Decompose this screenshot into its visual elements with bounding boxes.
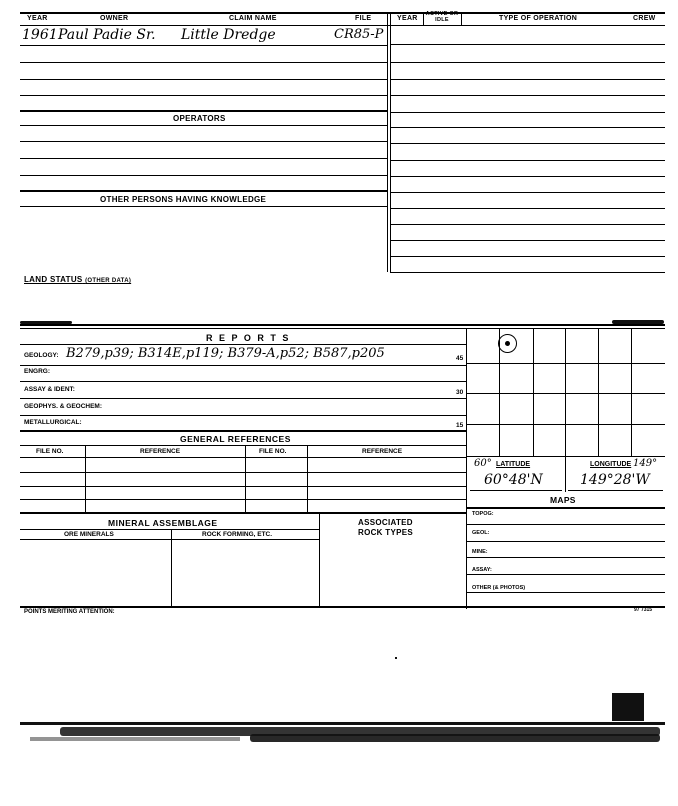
divider xyxy=(387,12,388,272)
row-rule xyxy=(466,541,665,542)
row-rule xyxy=(390,208,665,209)
maps-other: OTHER (& PHOTOS) xyxy=(472,585,526,591)
geophys-label: GEOPHYS. & GEOCHEM: xyxy=(24,403,103,410)
col-file-no-2: FILE NO. xyxy=(259,448,287,455)
divider xyxy=(85,445,86,512)
maps-title: MAPS xyxy=(550,495,576,505)
divider xyxy=(319,512,320,608)
row-rule xyxy=(20,606,665,608)
land-status-sub: (OTHER DATA) xyxy=(85,278,132,284)
row-rule xyxy=(20,486,467,487)
row-rule xyxy=(20,45,387,46)
row-rule xyxy=(390,127,665,128)
reports-title: R E P O R T S xyxy=(206,333,291,343)
row-rule xyxy=(466,592,665,593)
row-rule xyxy=(20,365,467,366)
divider xyxy=(461,12,462,26)
row-rule xyxy=(20,79,387,80)
scan-block xyxy=(612,693,644,721)
scan-dot xyxy=(395,657,397,659)
row-rule xyxy=(390,79,665,80)
num-45: 45 xyxy=(456,355,464,362)
scan-smear xyxy=(250,734,660,742)
row-rule xyxy=(20,381,467,382)
header-crew: CREW xyxy=(633,15,656,22)
latitude-value: 60°48'N xyxy=(484,472,543,488)
maps-assay: ASSAY: xyxy=(472,567,492,573)
row-rule xyxy=(390,62,665,63)
section-rule xyxy=(20,324,665,326)
row-rule xyxy=(20,141,387,142)
row-rule xyxy=(390,224,665,225)
general-references-title: GENERAL REFERENCES xyxy=(180,434,291,444)
divider xyxy=(171,529,172,608)
row-rule xyxy=(20,175,387,176)
grid-line xyxy=(631,328,632,456)
row-rule xyxy=(390,44,665,45)
land-status-heading xyxy=(24,275,131,284)
operators-heading: OPERATORS xyxy=(173,114,226,123)
header-claim-name: CLAIM NAME xyxy=(229,15,277,22)
row-rule xyxy=(20,430,467,432)
scan-smear xyxy=(20,722,665,725)
row-rule xyxy=(20,472,467,473)
geology-label: GEOLOGY: xyxy=(24,352,59,359)
divider xyxy=(245,445,246,512)
row-rule xyxy=(20,125,387,126)
row-rule xyxy=(20,110,387,112)
row-rule xyxy=(20,499,467,500)
col-file-no: FILE NO. xyxy=(36,448,64,455)
row-rule xyxy=(20,529,320,530)
section-rule xyxy=(20,328,665,329)
row-rule xyxy=(20,445,467,446)
header-file: FILE xyxy=(355,15,372,22)
row-rule xyxy=(568,490,663,491)
mineral-assemblage-title: MINERAL ASSEMBLAGE xyxy=(108,518,218,528)
longitude-suffix: 149° xyxy=(633,458,658,469)
form-number: 97 7315 xyxy=(634,607,653,613)
points-meriting-attention: POINTS MERITING ATTENTION: xyxy=(24,609,115,615)
divider xyxy=(565,456,566,492)
ore-minerals-label: ORE MINERALS xyxy=(64,531,114,538)
row-rule xyxy=(390,272,665,273)
row-rule xyxy=(20,62,387,63)
row-rule xyxy=(20,158,387,159)
grid-line xyxy=(598,328,599,456)
row-rule xyxy=(390,160,665,161)
land-status-label: LAND STATUS xyxy=(24,275,83,284)
row-rule xyxy=(390,143,665,144)
divider xyxy=(423,12,424,26)
scan-smear xyxy=(30,737,240,741)
row-rule xyxy=(390,176,665,177)
row-rule xyxy=(390,256,665,257)
header-bottom-rule xyxy=(20,25,665,26)
longitude-label: LONGITUDE xyxy=(590,461,632,468)
row-rule xyxy=(20,206,387,207)
divider xyxy=(307,445,308,512)
grid-line xyxy=(466,393,665,394)
row-rule xyxy=(20,512,467,514)
row-rule xyxy=(20,344,467,345)
row-rule xyxy=(466,507,665,509)
rock-types-label: ROCK TYPES xyxy=(358,528,414,537)
header-type-of-operation: TYPE OF OPERATION xyxy=(499,15,578,22)
row-rule xyxy=(390,95,665,96)
associated-label: ASSOCIATED xyxy=(358,518,413,527)
header-active-or-idle: ACTIVE OR IDLE xyxy=(425,11,459,23)
other-persons-heading: OTHER PERSONS HAVING KNOWLEDGE xyxy=(100,195,267,204)
row-rule xyxy=(20,457,467,458)
row-rule xyxy=(390,240,665,241)
header-year: YEAR xyxy=(27,15,48,22)
longitude-value: 149°28'W xyxy=(580,472,650,488)
rock-forming-label: ROCK FORMING, ETC. xyxy=(202,531,273,538)
num-30: 30 xyxy=(456,389,464,396)
entry-claim-name: Little Dredge xyxy=(181,27,276,43)
maps-topog: TOPOG: xyxy=(472,511,494,517)
maps-geol: GEOL: xyxy=(472,530,490,536)
row-rule xyxy=(20,95,387,96)
num-15: 15 xyxy=(456,422,464,429)
divider xyxy=(390,12,391,272)
entry-year: 1961 xyxy=(22,27,58,43)
grid-line xyxy=(466,363,665,364)
divider xyxy=(466,328,467,609)
row-rule xyxy=(470,490,562,491)
row-rule xyxy=(466,557,665,558)
row-rule xyxy=(390,112,665,113)
top-rule xyxy=(20,12,665,14)
row-rule xyxy=(466,524,665,525)
grid-line xyxy=(466,424,665,425)
latitude-label: LATITUDE xyxy=(496,461,531,468)
header-owner: OWNER xyxy=(100,15,129,22)
row-rule xyxy=(20,398,467,399)
maps-mine: MINE: xyxy=(472,549,488,555)
geology-value: B279,p39; B314E,p119; B379-A,p52; B587,p205 xyxy=(66,346,385,361)
row-rule xyxy=(20,539,320,540)
entry-owner: Paul Padie Sr. xyxy=(58,27,156,43)
grid-line xyxy=(565,328,566,456)
location-marker-icon xyxy=(498,334,517,353)
row-rule xyxy=(466,574,665,575)
row-rule xyxy=(20,190,387,192)
assay-label: ASSAY & IDENT: xyxy=(24,386,75,393)
row-rule xyxy=(390,192,665,193)
entry-file: CR85-P xyxy=(334,27,384,42)
engrg-label: ENGRG: xyxy=(24,368,50,375)
metallurgical-label: METALLURGICAL: xyxy=(24,419,82,426)
latitude-prefix: 60° xyxy=(474,458,492,469)
grid-line xyxy=(533,328,534,456)
header-year-2: YEAR xyxy=(397,15,418,22)
col-reference-2: REFERENCE xyxy=(362,448,403,455)
row-rule xyxy=(20,415,467,416)
col-reference: REFERENCE xyxy=(140,448,181,455)
